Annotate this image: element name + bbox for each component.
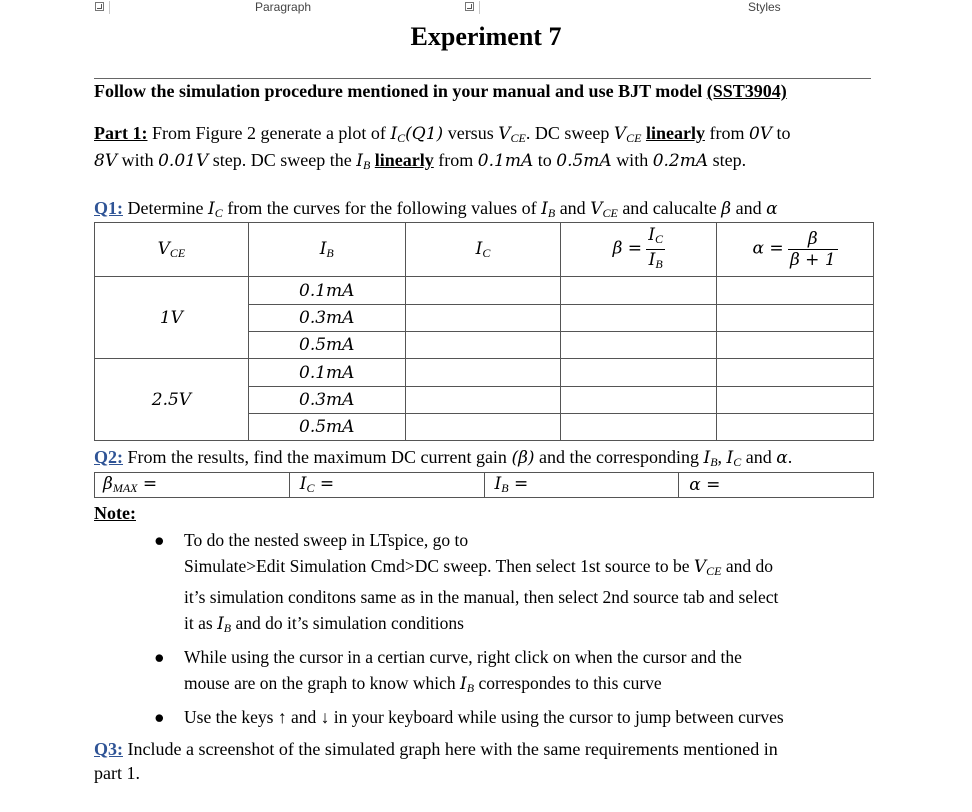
ic-input-cell[interactable] [405,387,561,414]
clipboard-dialog-launcher-icon[interactable] [95,2,104,11]
table-row [95,473,874,498]
vce-cell: 1V [95,277,249,359]
alpha-input-cell[interactable] [717,387,874,414]
ic-value-cell[interactable]: $I_C$ = [289,473,484,498]
q3-paragraph: Q3: Include a screenshot of the simulated graph here with the same requirements mentioned in [94,739,778,759]
ic-input-cell[interactable] [405,359,561,387]
arrow-up-icon: ↑ [277,707,287,727]
list-item: ● Use the keys ↑ and ↓ in your keyboard while using the cursor to jump between curves [160,704,860,730]
vce-cell: 2.5V [95,359,249,441]
alpha-input-cell[interactable] [717,414,874,441]
ribbon-group-styles: Styles [748,0,781,14]
header-ic: $I_C$ [405,223,561,277]
q1-paragraph: Q1: Determine $I_C$ from the curves for the following values of $I_B$ and $V_{CE}$ and calucalte β and α [94,198,778,220]
q1-table [94,222,874,441]
ib-cell: 0.1mA [248,359,405,387]
beta-input-cell[interactable] [561,332,717,359]
ib-cell: 0.3mA [248,305,405,332]
alpha-input-cell[interactable] [717,359,874,387]
alpha-input-cell[interactable] [717,332,874,359]
beta-input-cell[interactable] [561,414,717,441]
note-label: Note: [94,503,136,523]
beta-input-cell[interactable] [561,305,717,332]
arrow-down-icon: ↓ [320,707,330,727]
ic-input-cell[interactable] [405,277,561,305]
header-alpha: α = $\frac{\beta}{\beta + 1}$ [717,223,874,277]
ib-cell: 0.5mA [248,332,405,359]
ribbon-group-paragraph: Paragraph [255,0,312,14]
table-row [95,277,874,305]
ic-input-cell[interactable] [405,305,561,332]
beta-input-cell[interactable] [561,277,717,305]
notes-list [154,527,860,733]
q3-paragraph-line2: part 1. [94,763,140,783]
bullet-icon: ● [154,707,165,727]
beta-input-cell[interactable] [561,359,717,387]
alpha-input-cell[interactable] [717,305,874,332]
ib-cell: 0.3mA [248,387,405,414]
list-item: ● To do the nested sweep in LTspice, go to Simulate>Edit Simulation Cmd>DC sweep. Then select 1st source to be $V_{CE}$ and do it’s simulation conditons same as in the manual, then select 2nd source tab and select it as $I_B$ and do it’s simulation conditions [160,527,860,641]
ribbon-strip [0,0,972,16]
bullet-icon: ● [154,530,165,550]
alpha-input-cell[interactable] [717,277,874,305]
ribbon-separator [479,1,480,14]
ib-cell: 0.5mA [248,414,405,441]
beta-input-cell[interactable] [561,387,717,414]
q2-paragraph: Q2: From the results, find the maximum DC current gain (β) and the corresponding $I_B$, $I_C$ and α. [94,447,793,469]
header-vce: $V_{CE}$ [95,223,249,277]
header-ib: $I_B$ [248,223,405,277]
alpha-value-cell[interactable]: α = [679,473,874,498]
paragraph-dialog-launcher-icon[interactable] [465,2,474,11]
ribbon-separator [109,1,110,14]
header-beta: β = $\frac{I_C}{I_B}$ [561,223,717,277]
beta-max-cell[interactable]: $\beta_{MAX}$ = [95,473,290,498]
ib-value-cell[interactable]: $I_B$ = [484,473,679,498]
part1-line2: 8V with 0.01V step. DC sweep the $I_B$ linearly from 0.1mA to 0.5mA with 0.2mA step. [94,150,747,172]
document-title: Experiment 7 [410,22,562,51]
q2-table [94,472,874,498]
intro-paragraph: Follow the simulation procedure mentioned in your manual and use BJT model (SST3904) [94,81,787,101]
list-item: ● While using the cursor in a certian curve, right click on when the cursor and the mouse are on the graph to know which $I_B$ correspondes to this curve [160,644,860,701]
ic-input-cell[interactable] [405,414,561,441]
part1-line1: Part 1: From Figure 2 generate a plot of $I_C(Q1)$ versus $V_{CE}$. DC sweep $V_{CE}$ linearly from 0V to [94,123,791,145]
table-row [95,359,874,387]
ic-input-cell[interactable] [405,332,561,359]
ib-cell: 0.1mA [248,277,405,305]
bullet-icon: ● [154,647,165,667]
table-header-row [95,223,874,277]
